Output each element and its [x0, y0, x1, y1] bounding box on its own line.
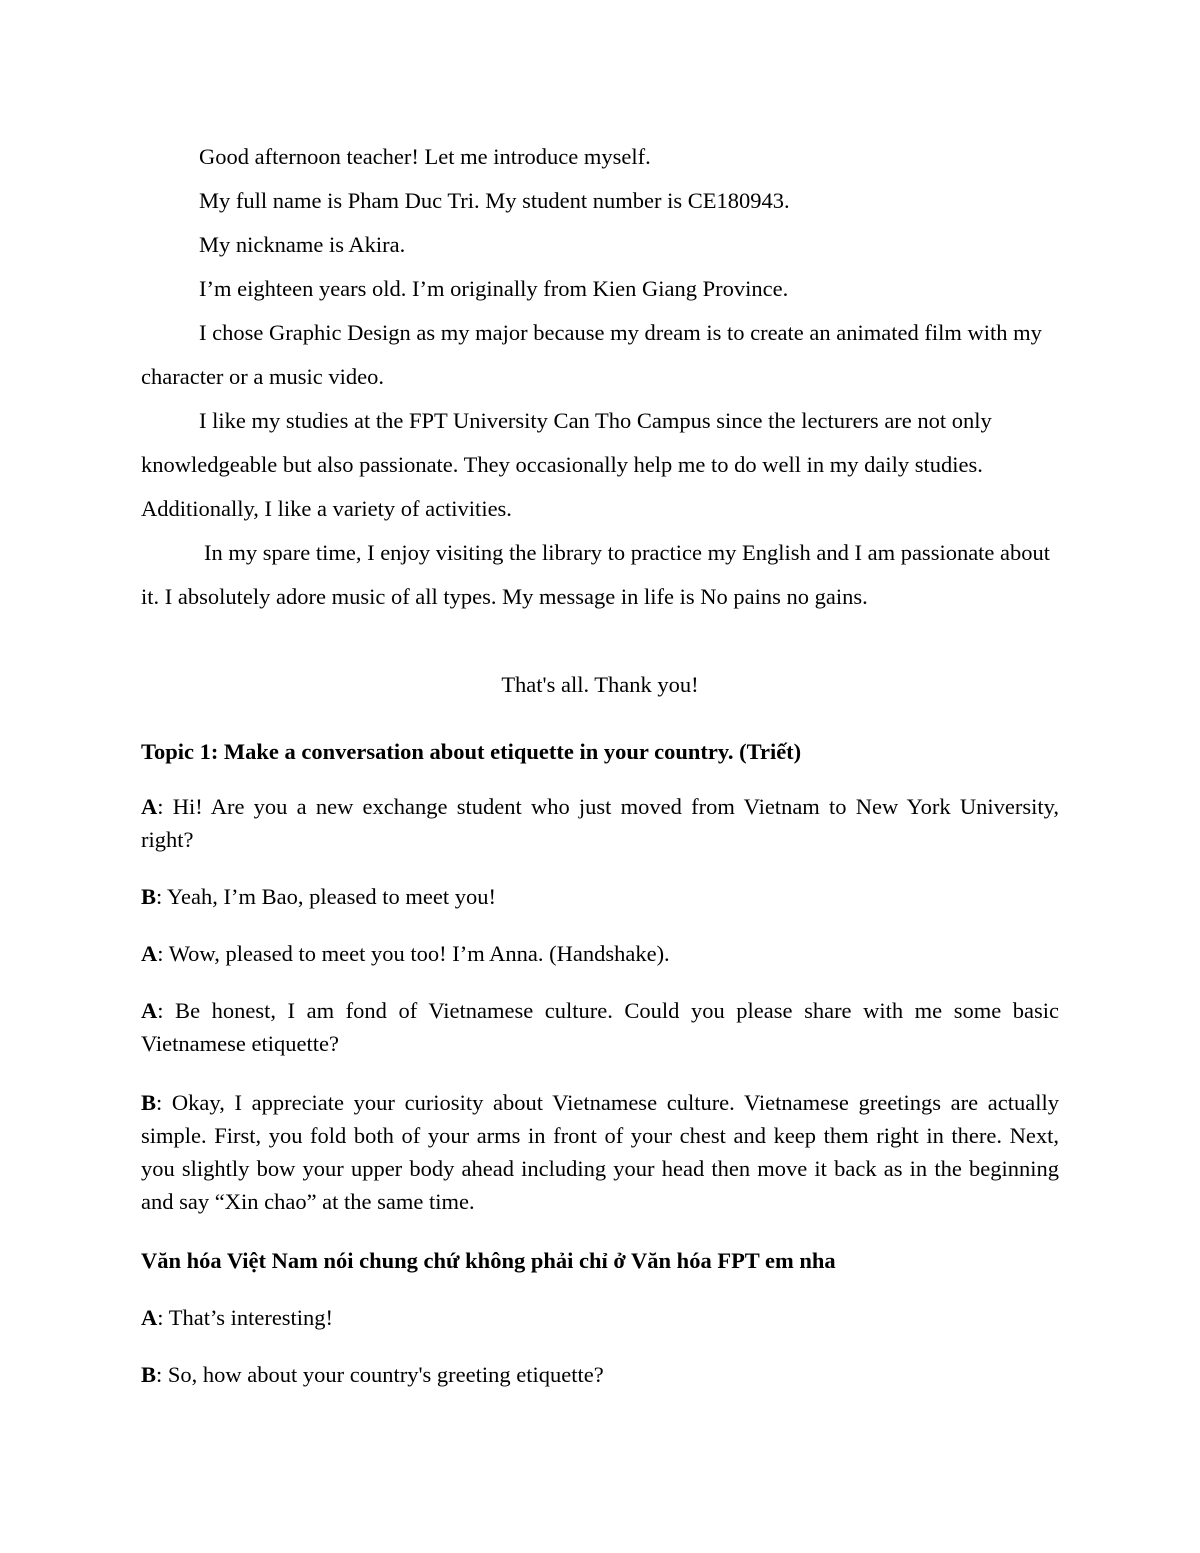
intro-nickname: My nickname is Akira. — [199, 232, 406, 257]
dialogue-line — [141, 994, 1059, 1060]
intro-greeting: Good afternoon teacher! Let me introduce myself. — [199, 144, 651, 169]
dialogue-line — [141, 1301, 1059, 1334]
speaker-label: A — [141, 794, 158, 819]
intro-age-origin: I’m eighteen years old. I’m originally from Kien Giang Province. — [199, 276, 789, 301]
topic-heading: Topic 1: Make a conversation about etiquette in your country. (Triết) — [141, 739, 802, 764]
speaker-label: B — [141, 884, 157, 909]
intro-spare-time-paragraph: In my spare time, I enjoy visiting the library to practice my English and I am passionate about it. I absolutely adore music of all types. My message in life is No pains no gains. — [141, 540, 1051, 609]
culture-note: Văn hóa Việt Nam nói chung chứ không phải chỉ ở Văn hóa FPT em nha — [141, 1248, 836, 1273]
dialogue-line — [141, 790, 1059, 856]
speaker-label: B — [141, 1090, 157, 1115]
speaker-label: B — [141, 1362, 157, 1387]
dialogue-line — [141, 880, 1059, 913]
dialogue-text: : Yeah, I’m Bao, pleased to meet you! — [156, 884, 496, 909]
intro-name: My full name is Pham Duc Tri. My student number is CE180943. — [199, 188, 790, 213]
speaker-label: A — [141, 998, 158, 1023]
dialogue-line — [141, 1358, 1059, 1391]
intro-closing: That's all. Thank you! — [501, 672, 699, 697]
intro-studies-paragraph: I like my studies at the FPT University Can Tho Campus since the lecturers are not only knowledgeable but also passionate. They occasionally help me to do well in my daily studies. Additionally, I like a variety of activities. — [141, 408, 992, 521]
dialogue-text: : Wow, pleased to meet you too! I’m Anna. (Handshake). — [157, 941, 670, 966]
dialogue-line — [141, 937, 1059, 970]
dialogue-text: : Be honest, I am fond of Vietnamese culture. Could you please share with me some basic Vietnamese etiquette? — [141, 998, 1059, 1056]
speaker-label: A — [141, 941, 158, 966]
speaker-label: A — [141, 1305, 158, 1330]
dialogue-text: : Hi! Are you a new exchange student who just moved from Vietnam to New York University, right? — [141, 794, 1059, 852]
intro-major-paragraph: I chose Graphic Design as my major because my dream is to create an animated film with my character or a music video. — [141, 320, 1042, 389]
dialogue-text: : That’s interesting! — [157, 1305, 334, 1330]
dialogue-line — [141, 1086, 1059, 1218]
dialogue-text: : So, how about your country's greeting etiquette? — [156, 1362, 604, 1387]
dialogue-text: : Okay, I appreciate your curiosity about Vietnamese culture. Vietnamese greetings are actually simple. First, you fold both of your arms in front of your chest and keep them right in there. Next, you slightly bow your upper body ahead including your head then move it back as in the beginning and say “Xin chao” at the same time. — [141, 1090, 1059, 1214]
